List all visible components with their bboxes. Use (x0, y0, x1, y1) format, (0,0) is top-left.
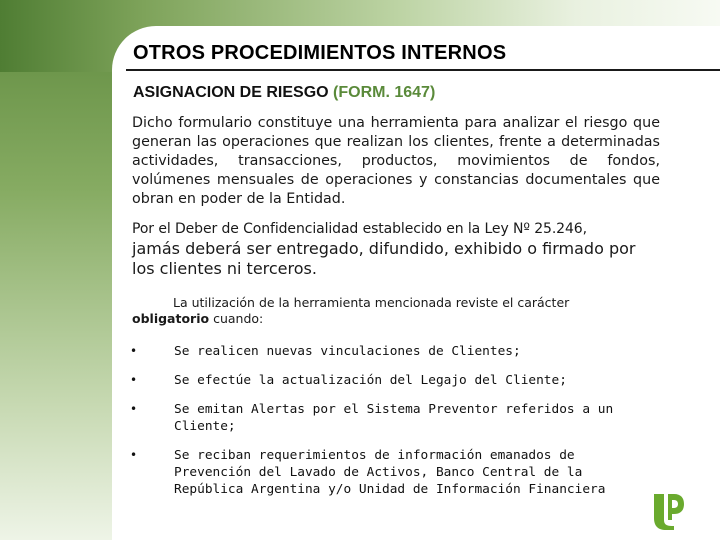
confidentiality-emphasis: jamás deberá ser entregado, difundido, exhibido o firmado por los clientes ni terceros. (132, 239, 636, 278)
subtitle-form-reference: (FORM. 1647) (333, 84, 436, 101)
list-item-text: Se emitan Alertas por el Sistema Preventor referidos a un Cliente; (174, 402, 614, 434)
bullet-marker: • (130, 344, 138, 358)
bullet-marker: • (130, 373, 138, 387)
list-item (130, 372, 650, 389)
title-divider (126, 69, 720, 71)
slide-subtitle (133, 84, 435, 102)
description-paragraph: Dicho formulario constituye una herramienta para analizar el riesgo que generan las operaciones que realizan los clientes, frente a determinadas actividades, transacciones, productos, movimientos de fondos, volúmenes mensuales de operaciones y constancias documentales que obran en poder de la Entidad. (132, 115, 660, 207)
list-item (130, 343, 650, 360)
confidentiality-lead: Por el Deber de Confidencialidad establecido en la Ley Nº 25.246, (132, 221, 587, 237)
usage-paragraph (132, 295, 632, 327)
usage-text-end: cuando: (209, 311, 264, 326)
subtitle-main: ASIGNACION DE RIESGO (133, 84, 334, 101)
list-item (130, 401, 650, 435)
usage-text-bold: obligatorio (132, 311, 210, 326)
list-item-text: Se efectúe la actualización del Legajo del Cliente; (174, 373, 567, 388)
list-item (130, 447, 650, 498)
usage-text-start: La utilización de la herramienta mencionada reviste el carácter (173, 295, 570, 310)
left-decorative-band (0, 0, 120, 540)
confidentiality-paragraph (132, 220, 660, 279)
bank-logo-icon (650, 492, 686, 530)
list-item-text: Se realicen nuevas vinculaciones de Clientes; (174, 344, 521, 359)
list-item-text: Se reciban requerimientos de información emanados de Prevención del Lavado de Activos, Banco Central de la República Argentina y/o Unidad de Información Financiera (174, 448, 606, 497)
slide-title: OTROS PROCEDIMIENTOS INTERNOS (133, 42, 507, 64)
bullet-marker: • (130, 448, 138, 462)
conditions-list (130, 343, 650, 498)
bullet-marker: • (130, 402, 138, 416)
